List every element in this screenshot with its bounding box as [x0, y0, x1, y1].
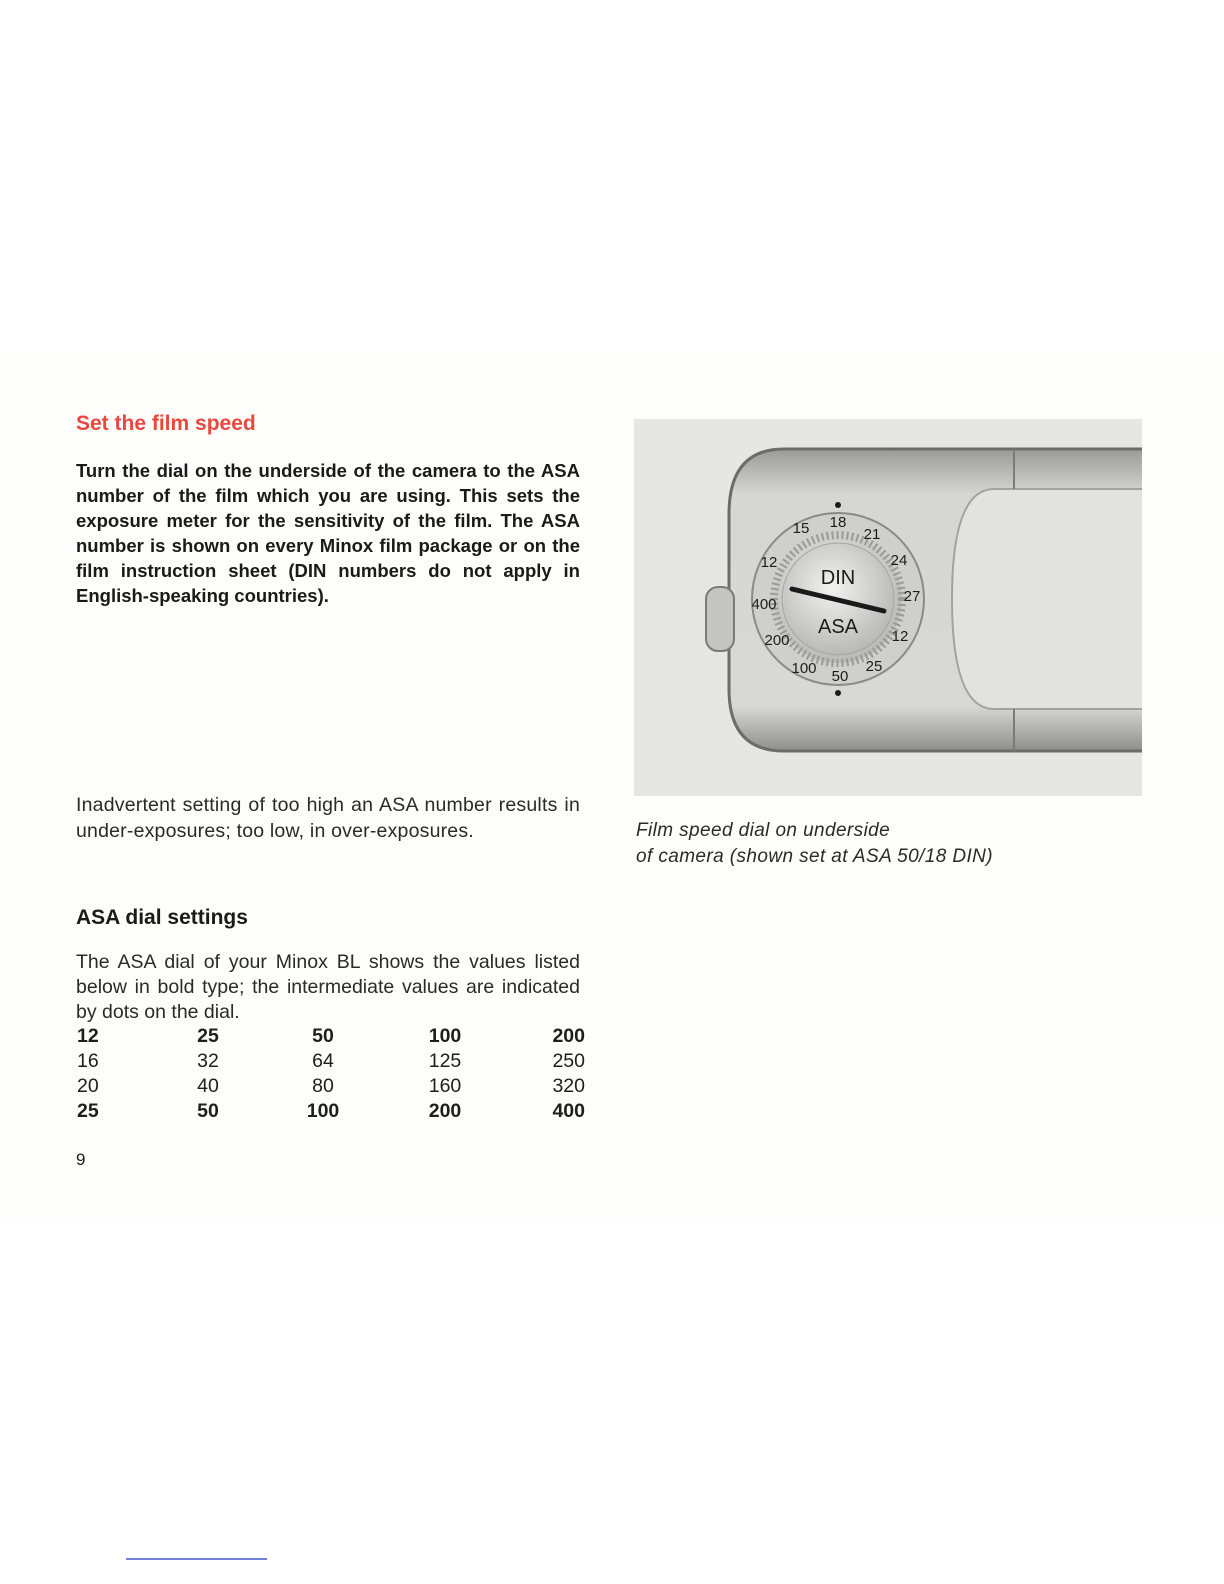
table-cell: 12 — [77, 1025, 99, 1047]
asa-scale-label: 12 — [891, 628, 909, 645]
intro-paragraph: Turn the dial on the underside of the camera to the ASA number of the film which you are using. This sets the exposure meter for the sensitivity of the film. The ASA number is shown on every Minox film package or on the film instruction sheet (DIN numbers do not apply in English-speaking countries). — [76, 460, 580, 606]
warning-paragraph: Inadvertent setting of too high an ASA number results in under-exposures; too low, in over-exposures. — [76, 794, 580, 842]
table-cell: 50 — [197, 1100, 219, 1122]
table-cell: 32 — [197, 1050, 219, 1072]
table-cell: 25 — [77, 1100, 99, 1122]
table-row — [73, 1049, 585, 1074]
dial-din-label: DIN — [820, 567, 856, 589]
table-cell: 125 — [428, 1050, 462, 1072]
window-panel — [952, 489, 1142, 709]
bottom-rule — [126, 1558, 267, 1560]
table-cell: 40 — [197, 1075, 219, 1097]
table-cell: 200 — [552, 1025, 585, 1047]
table-row — [73, 1099, 585, 1124]
table-cell: 200 — [428, 1100, 462, 1122]
table-cell: 64 — [312, 1050, 334, 1072]
table-row — [73, 1074, 585, 1099]
table-cell: 80 — [312, 1075, 334, 1097]
caption-line: Film speed dial on underside — [636, 820, 891, 841]
table-cell: 100 — [428, 1025, 462, 1047]
din-scale-label: 27 — [903, 588, 921, 605]
din-scale-label: 24 — [890, 552, 908, 569]
figure-caption — [636, 818, 1136, 870]
asa-scale-label: 50 — [831, 668, 849, 685]
din-scale-label: 21 — [863, 526, 881, 543]
dial-asa-label: ASA — [817, 616, 859, 638]
asa-scale-label: 400 — [751, 596, 777, 613]
bottom-index-dot — [835, 690, 841, 696]
din-scale-label: 18 — [829, 514, 847, 531]
camera-illustration — [634, 419, 1142, 796]
table-cell: 250 — [552, 1050, 585, 1072]
table-row — [73, 1024, 585, 1049]
table-cell: 100 — [306, 1100, 340, 1122]
table-cell: 20 — [77, 1075, 99, 1097]
table-cell: 400 — [552, 1100, 585, 1122]
asa-scale-label: 25 — [865, 658, 883, 675]
table-cell: 16 — [77, 1050, 99, 1072]
side-button — [706, 587, 734, 651]
table-cell: 160 — [428, 1075, 462, 1097]
page-number: 9 — [76, 1150, 86, 1169]
caption-line: of camera (shown set at ASA 50/18 DIN) — [636, 846, 993, 867]
din-scale-label: 15 — [792, 520, 810, 537]
table-cell: 50 — [312, 1025, 334, 1047]
asa-settings-heading: ASA dial settings — [76, 906, 248, 929]
asa-settings-paragraph: The ASA dial of your Minox BL shows the values listed below in bold type; the intermediate values are indicated by dots on the dial. — [76, 951, 580, 1023]
table-cell: 25 — [197, 1025, 219, 1047]
top-index-dot — [835, 502, 841, 508]
camera-dial-photo — [634, 419, 1142, 796]
asa-scale-label: 200 — [764, 632, 790, 649]
asa-scale-label: 100 — [791, 660, 817, 677]
asa-values-table — [73, 1024, 585, 1124]
table-cell: 320 — [552, 1075, 585, 1097]
section-heading: Set the film speed — [76, 412, 256, 435]
din-scale-label: 12 — [760, 554, 778, 571]
